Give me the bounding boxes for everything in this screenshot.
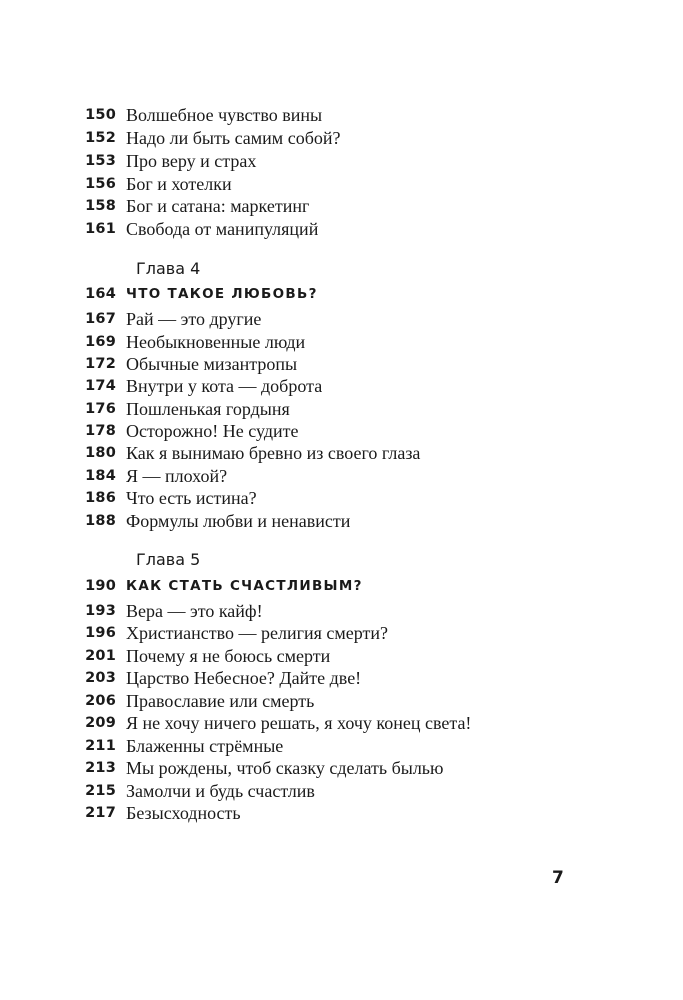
toc-entry-title: Бог и хотелки [126, 173, 232, 194]
toc-entry-page: 158 [85, 198, 116, 214]
toc-entry-page: 153 [85, 153, 116, 169]
toc-entry[interactable] [0, 734, 683, 758]
toc-entry-title: Свобода от манипуляций [126, 218, 319, 239]
toc-entry-page: 176 [85, 401, 116, 417]
toc-entry[interactable] [0, 801, 683, 825]
toc-entry-page: 167 [85, 311, 116, 327]
toc-entry[interactable] [0, 509, 683, 533]
toc-entry-title: Я не хочу ничего решать, я хочу конец света! [126, 712, 472, 733]
toc-entry-title: Волшебное чувство вины [126, 104, 323, 125]
toc-entry-title: Почему я не боюсь смерти [126, 645, 331, 666]
toc-entry-page: 206 [85, 693, 116, 709]
toc-entry-page: 161 [85, 221, 116, 237]
toc-entry[interactable] [0, 149, 683, 173]
toc-entry-title: Что есть истина? [126, 487, 257, 508]
chapter-heading-title: ЧТО ТАКОЕ ЛЮБОВЬ? [126, 286, 318, 302]
toc-entry-page: 217 [85, 805, 116, 821]
toc-entry-title: Царство Небесное? Дайте две! [126, 667, 362, 688]
toc-entry-page: 211 [85, 738, 116, 754]
toc-entry-title: Вера — это кайф! [126, 600, 263, 621]
toc-entry-title: Я — плохой? [126, 465, 228, 486]
chapter-heading-title: КАК СТАТЬ СЧАСТЛИВЫМ? [126, 578, 363, 594]
toc-entry-title: Православие или смерть [126, 690, 315, 711]
toc-entry[interactable] [0, 103, 683, 127]
toc-entry-title: Про веру и страх [126, 150, 257, 171]
toc-entry-title: Необыкновенные люди [126, 331, 306, 352]
toc-entry-page: 152 [85, 130, 116, 146]
toc-entry[interactable] [0, 464, 683, 488]
toc-entry-page: 203 [85, 670, 116, 686]
toc-entry[interactable] [0, 711, 683, 735]
toc-entry[interactable] [0, 756, 683, 780]
toc-entry[interactable] [0, 217, 683, 241]
chapter-label: Глава 5 [136, 550, 201, 569]
toc-entry-page: 184 [85, 468, 116, 484]
toc-entry-page: 172 [85, 356, 116, 372]
toc-entry[interactable] [0, 194, 683, 218]
chapter-heading-page: 190 [85, 578, 116, 594]
toc-entry-title: Как я вынимаю бревно из своего глаза [126, 442, 421, 463]
toc-entry-page: 193 [85, 603, 116, 619]
toc-entry-page: 178 [85, 423, 116, 439]
toc-entry-title: Христианство — религия смерти? [126, 622, 388, 643]
toc-entry[interactable] [0, 644, 683, 668]
page-number: 7 [552, 868, 564, 888]
toc-entry[interactable] [0, 374, 683, 398]
toc-entry-title: Осторожно! Не судите [126, 420, 299, 441]
toc-entry[interactable] [0, 352, 683, 376]
chapter-heading[interactable] [0, 282, 683, 306]
toc-entry[interactable] [0, 486, 683, 510]
toc-entry-page: 186 [85, 490, 116, 506]
chapter-label: Глава 4 [136, 259, 201, 278]
toc-entry-page: 156 [85, 176, 116, 192]
toc-entry[interactable] [0, 599, 683, 623]
toc-entry-title: Формулы любви и ненависти [126, 510, 351, 531]
toc-entry[interactable] [0, 666, 683, 690]
toc-entry-title: Надо ли быть самим собой? [126, 127, 341, 148]
toc-entry[interactable] [0, 307, 683, 331]
toc-entry-title: Замолчи и будь счастлив [126, 780, 315, 801]
toc-entry-title: Блаженны стрёмные [126, 735, 284, 756]
toc-entry-title: Мы рождены, чтоб сказку сделать былью [126, 757, 444, 778]
toc-entry-page: 196 [85, 625, 116, 641]
toc-entry-page: 188 [85, 513, 116, 529]
toc-entry-page: 169 [85, 334, 116, 350]
chapter-heading-page: 164 [85, 286, 116, 302]
toc-entry[interactable] [0, 441, 683, 465]
toc-entry[interactable] [0, 330, 683, 354]
toc-entry[interactable] [0, 419, 683, 443]
toc-entry-title: Безысходность [126, 802, 241, 823]
toc-entry[interactable] [0, 172, 683, 196]
toc-entry-title: Бог и сатана: маркетинг [126, 195, 310, 216]
toc-entry-page: 215 [85, 783, 116, 799]
toc-entry[interactable] [0, 689, 683, 713]
chapter-heading[interactable] [0, 574, 683, 598]
toc-entry[interactable] [0, 126, 683, 150]
toc-entry-title: Пошленькая гордыня [126, 398, 290, 419]
toc-entry-page: 213 [85, 760, 116, 776]
toc-entry-title: Внутри у кота — доброта [126, 375, 323, 396]
toc-entry-page: 180 [85, 445, 116, 461]
toc-entry-title: Обычные мизантропы [126, 353, 298, 374]
toc-entry[interactable] [0, 397, 683, 421]
toc-entry-page: 174 [85, 378, 116, 394]
toc-entry-page: 209 [85, 715, 116, 731]
toc-entry-page: 150 [85, 107, 116, 123]
toc-entry[interactable] [0, 621, 683, 645]
toc-entry-page: 201 [85, 648, 116, 664]
toc-entry[interactable] [0, 779, 683, 803]
toc-entry-title: Рай — это другие [126, 308, 262, 329]
